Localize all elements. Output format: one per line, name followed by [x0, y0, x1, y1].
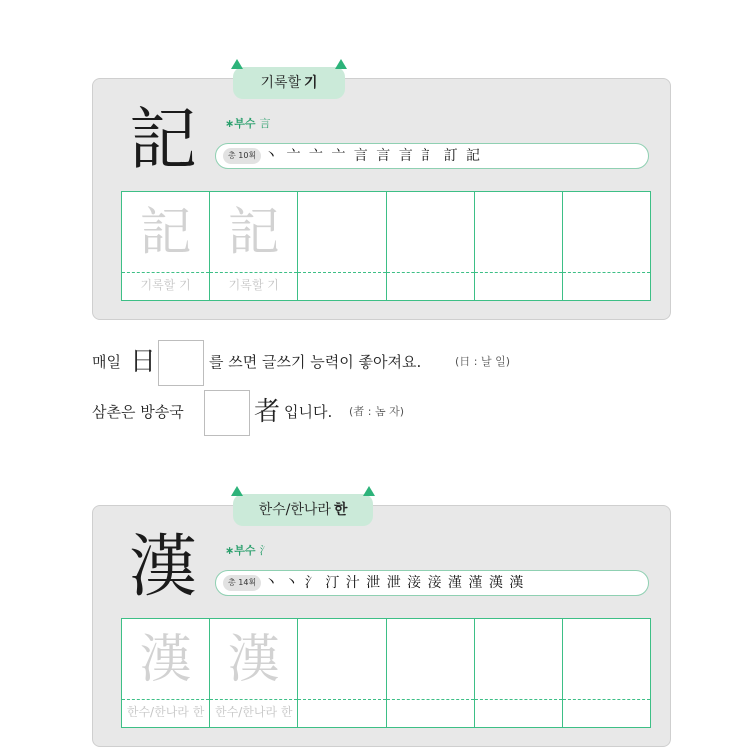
practice-cell[interactable] — [387, 619, 475, 727]
guide-line — [298, 272, 385, 273]
meaning-sound-tab — [233, 494, 373, 526]
guide-line — [298, 699, 385, 700]
stroke-count-badge: 총 10획 — [223, 148, 261, 164]
practice-grid — [121, 618, 651, 728]
guide-line — [387, 699, 474, 700]
tab-sound: 한 — [333, 502, 348, 518]
hanja-card-han — [92, 502, 671, 747]
trace-label: 기록할 기 — [140, 278, 191, 292]
main-hanja: 漢 — [129, 528, 198, 607]
stroke-sequence: 丶 亠 亠 亠 言 言 言 訁 訂 記 — [264, 148, 483, 164]
practice-grid — [121, 191, 651, 301]
sentence-prefix: 삼촌은 방송국 — [92, 403, 184, 421]
trace-char: 漢 — [139, 630, 192, 690]
stroke-order-bar — [215, 143, 649, 169]
practice-cell[interactable] — [387, 192, 475, 300]
sentence-suffix: 입니다. — [284, 403, 333, 421]
radical-info — [225, 115, 270, 131]
sentence-hint: (日 : 날 일) — [455, 355, 511, 368]
stroke-sequence: 丶 丶 氵 汀 汁 泄 泄 淁 淁 漌 漌 漢 漢 — [264, 575, 525, 591]
radical-label: ∗부수 — [225, 544, 256, 557]
practice-cell[interactable] — [563, 619, 650, 727]
guide-line — [475, 272, 562, 273]
practice-cell[interactable] — [210, 619, 298, 727]
trace-char: 記 — [139, 203, 192, 263]
sentence-hanja: 日 — [130, 347, 157, 377]
answer-box[interactable] — [204, 390, 250, 436]
practice-cell[interactable] — [298, 619, 386, 727]
trace-label: 한수/한나라 한 — [126, 705, 205, 719]
guide-line — [122, 272, 209, 273]
guide-line — [387, 272, 474, 273]
meaning-sound-tab — [233, 67, 345, 99]
practice-cell[interactable] — [475, 192, 563, 300]
main-hanja: 記 — [129, 101, 198, 180]
sentence-hint: (者 : 놈 자) — [349, 405, 405, 418]
trace-label: 한수/한나라 한 — [215, 705, 293, 719]
practice-cell[interactable] — [210, 192, 298, 300]
trace-label: 기록할 기 — [228, 278, 279, 292]
sentence-suffix: 를 쓰면 글쓰기 능력이 좋아져요. — [209, 353, 422, 371]
hanja-card-gi — [92, 75, 671, 320]
guide-line — [122, 699, 209, 700]
sentence-prefix: 매일 — [92, 353, 121, 371]
practice-cell[interactable] — [563, 192, 650, 300]
tab-meaning: 한수/한나라 — [258, 502, 331, 518]
tab-meaning: 기록할 — [260, 75, 302, 91]
radical-label: ∗부수 — [225, 117, 256, 130]
trace-char: 記 — [227, 203, 280, 263]
guide-line — [563, 272, 650, 273]
radical-char: 氵 — [259, 544, 271, 557]
practice-cell[interactable] — [298, 192, 386, 300]
guide-line — [563, 699, 650, 700]
practice-cell[interactable] — [122, 192, 210, 300]
practice-cell[interactable] — [122, 619, 210, 727]
radical-info — [225, 542, 270, 558]
stroke-order-bar — [215, 570, 649, 596]
guide-line — [475, 699, 562, 700]
tab-sound: 기 — [304, 75, 318, 91]
guide-line — [210, 699, 297, 700]
sentence-hanja: 者 — [254, 397, 281, 427]
trace-char: 漢 — [227, 630, 280, 690]
answer-box[interactable] — [158, 340, 204, 386]
practice-cell[interactable] — [475, 619, 563, 727]
radical-char: 言 — [259, 117, 271, 130]
stroke-count-badge: 총 14획 — [223, 575, 261, 591]
guide-line — [210, 272, 297, 273]
